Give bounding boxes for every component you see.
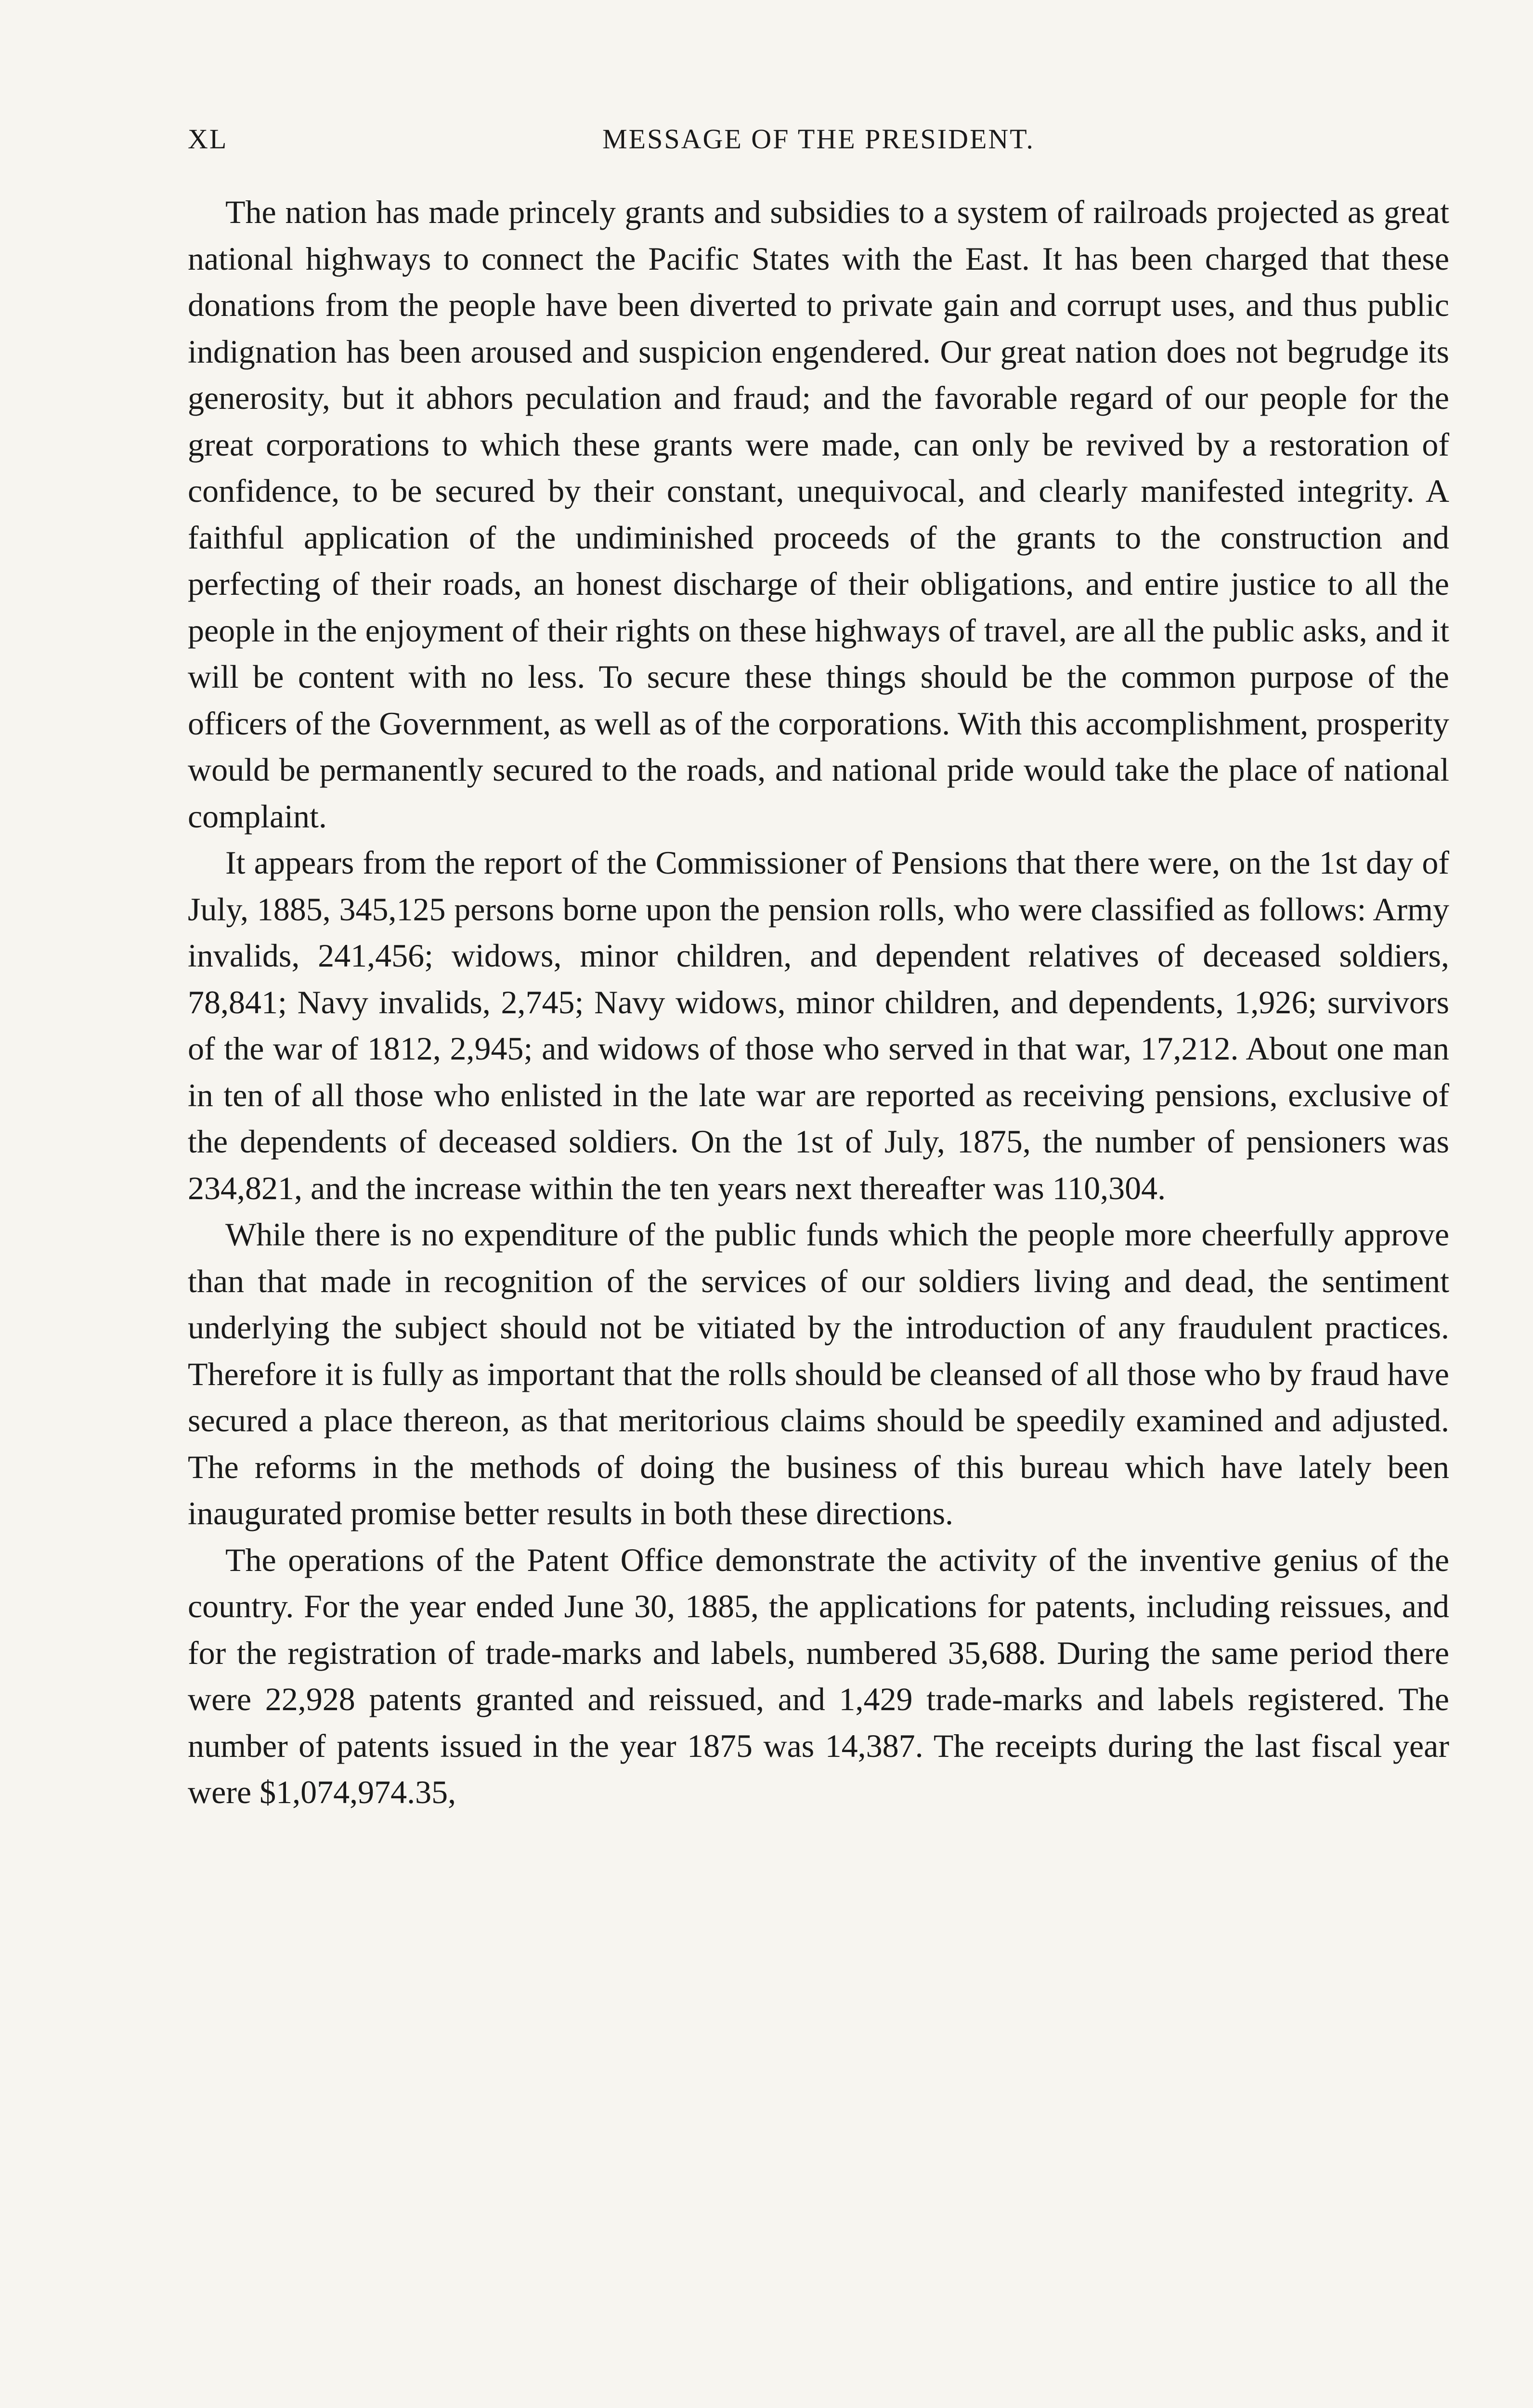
running-head xyxy=(188,123,1449,161)
paragraph-patent-office: The operations of the Patent Office demonstrate the activity of the inventive genius of the country. For the year ended June 30, 1885, the applications for patents, including reissues, and for the registration of trade-marks and labels, numbered 35,688. During the same period there were 22,928 patents granted and reissued, and 1,429 trade-marks and labels registered. The number of patents issued in the year 1875 was 14,387. The receipts during the last fiscal year were $1,074,974.35, xyxy=(188,1541,1449,1810)
body-text xyxy=(188,189,1449,1816)
paragraph-pensions: It appears from the report of the Commissioner of Pensions that there were, on the 1st day of July, 1885, 345,125 persons borne upon the pension rolls, who were classified as follows: Army invalids, 241,456; widows, minor children, and dependent relatives of deceased soldiers, 78,841; Navy invalids, 2,745; Navy widows, minor children, and dependents, 1,926; survivors of the war of 1812, 2,945; and widows of those who served in that war, 17,212. About one man in ten of all those who enlisted in the late war are reported as receiving pensions, exclusive of the dependents of deceased soldiers. On the 1st of July, 1875, the number of pensioners was 234,821, and the increase within the ten years next thereafter was 110,304. xyxy=(188,844,1449,1206)
header-title: MESSAGE OF THE PRESIDENT. xyxy=(602,123,1035,155)
paragraph-railroads: The nation has made princely grants and subsidies to a system of railroads projected as great national highways to connect the Pacific States with the East. It has been charged that these donations from the people have been diverted to private gain and corrupt uses, and thus public indignation has been aroused and suspicion engendered. Our great nation does not begrudge its generosity, but it abhors peculation and fraud; and the favorable regard of our people for the great corporations to which these grants were made, can only be revived by a restoration of confidence, to be secured by their constant, unequivocal, and clearly manifested integrity. A faithful application of the undiminished proceeds of the grants to the construction and perfecting of their roads, an honest discharge of their obligations, and entire justice to all the people in the enjoyment of their rights on these highways of travel, are all the public asks, and it will be content with no less. To secure these things should be the common purpose of the officers of the Government, as well as of the corporations. With this accomplishment, prosperity would be permanently secured to the roads, and national pride would take the place of national complaint. xyxy=(188,194,1449,835)
paragraph-fraud: While there is no expenditure of the public funds which the people more cheerfully approve than that made in recognition of the services of our soldiers living and dead, the sentiment underlying the subject should not be vitiated by the introduction of any fraudulent practices. Therefore it is fully as important that the rolls should be cleansed of all those who by fraud have secured a place thereon, as that meritorious claims should be speedily examined and adjusted. The reforms in the methods of doing the business of this bureau which have lately been inaugurated promise better results in both these directions. xyxy=(188,1216,1449,1531)
page-number: XL xyxy=(188,123,228,155)
